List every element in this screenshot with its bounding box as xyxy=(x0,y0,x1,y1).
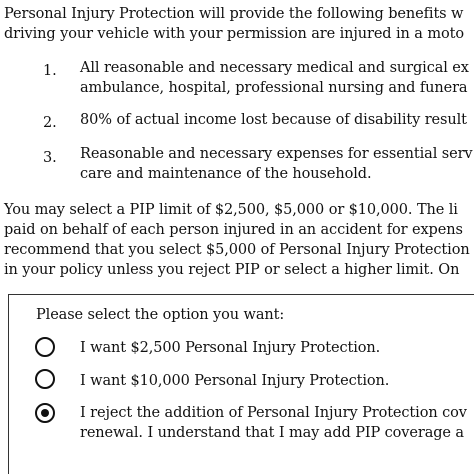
pip-paragraph-line-3: recommend that you select $5,000 of Personal Injury Protection xyxy=(4,242,470,258)
radio-2500-pip[interactable] xyxy=(35,337,55,357)
benefit-3-line-2: care and maintenance of the household. xyxy=(80,166,372,182)
intro-line-1: Personal Injury Protection will provide the following benefits w xyxy=(4,6,464,22)
option-10000-label: I want $10,000 Personal Injury Protection. xyxy=(80,373,390,389)
benefit-number-2: 2. xyxy=(43,115,57,131)
option-reject-label-line-1: I reject the addition of Personal Injury Protection cov xyxy=(80,405,467,421)
option-2500-label: I want $2,500 Personal Injury Protection. xyxy=(80,340,381,356)
benefit-3-line-1: Reasonable and necessary expenses for essential serv xyxy=(80,146,473,162)
pip-paragraph-line-1: You may select a PIP limit of $2,500, $5,000 or $10,000. The li xyxy=(4,202,458,218)
benefit-1-line-1: All reasonable and necessary medical and surgical ex xyxy=(80,60,469,76)
radio-reject-pip[interactable] xyxy=(35,403,55,423)
benefit-2-line-1: 80% of actual income lost because of disability result xyxy=(80,112,467,128)
radio-10000-pip[interactable] xyxy=(35,369,55,389)
intro-line-2: driving your vehicle with your permission are injured in a moto xyxy=(4,26,464,42)
pip-paragraph-line-2: paid on behalf of each person injured in an accident for expens xyxy=(4,222,463,238)
option-reject-label-line-2: renewal. I understand that I may add PIP coverage a xyxy=(80,425,464,441)
benefit-number-3: 3. xyxy=(43,150,57,166)
benefit-1-line-2: ambulance, hospital, professional nursing and funera xyxy=(80,80,468,96)
pip-paragraph-line-4: in your policy unless you reject PIP or select a higher limit. On xyxy=(4,262,460,278)
options-prompt: Please select the option you want: xyxy=(36,307,285,323)
benefit-number-1: 1. xyxy=(43,63,57,79)
